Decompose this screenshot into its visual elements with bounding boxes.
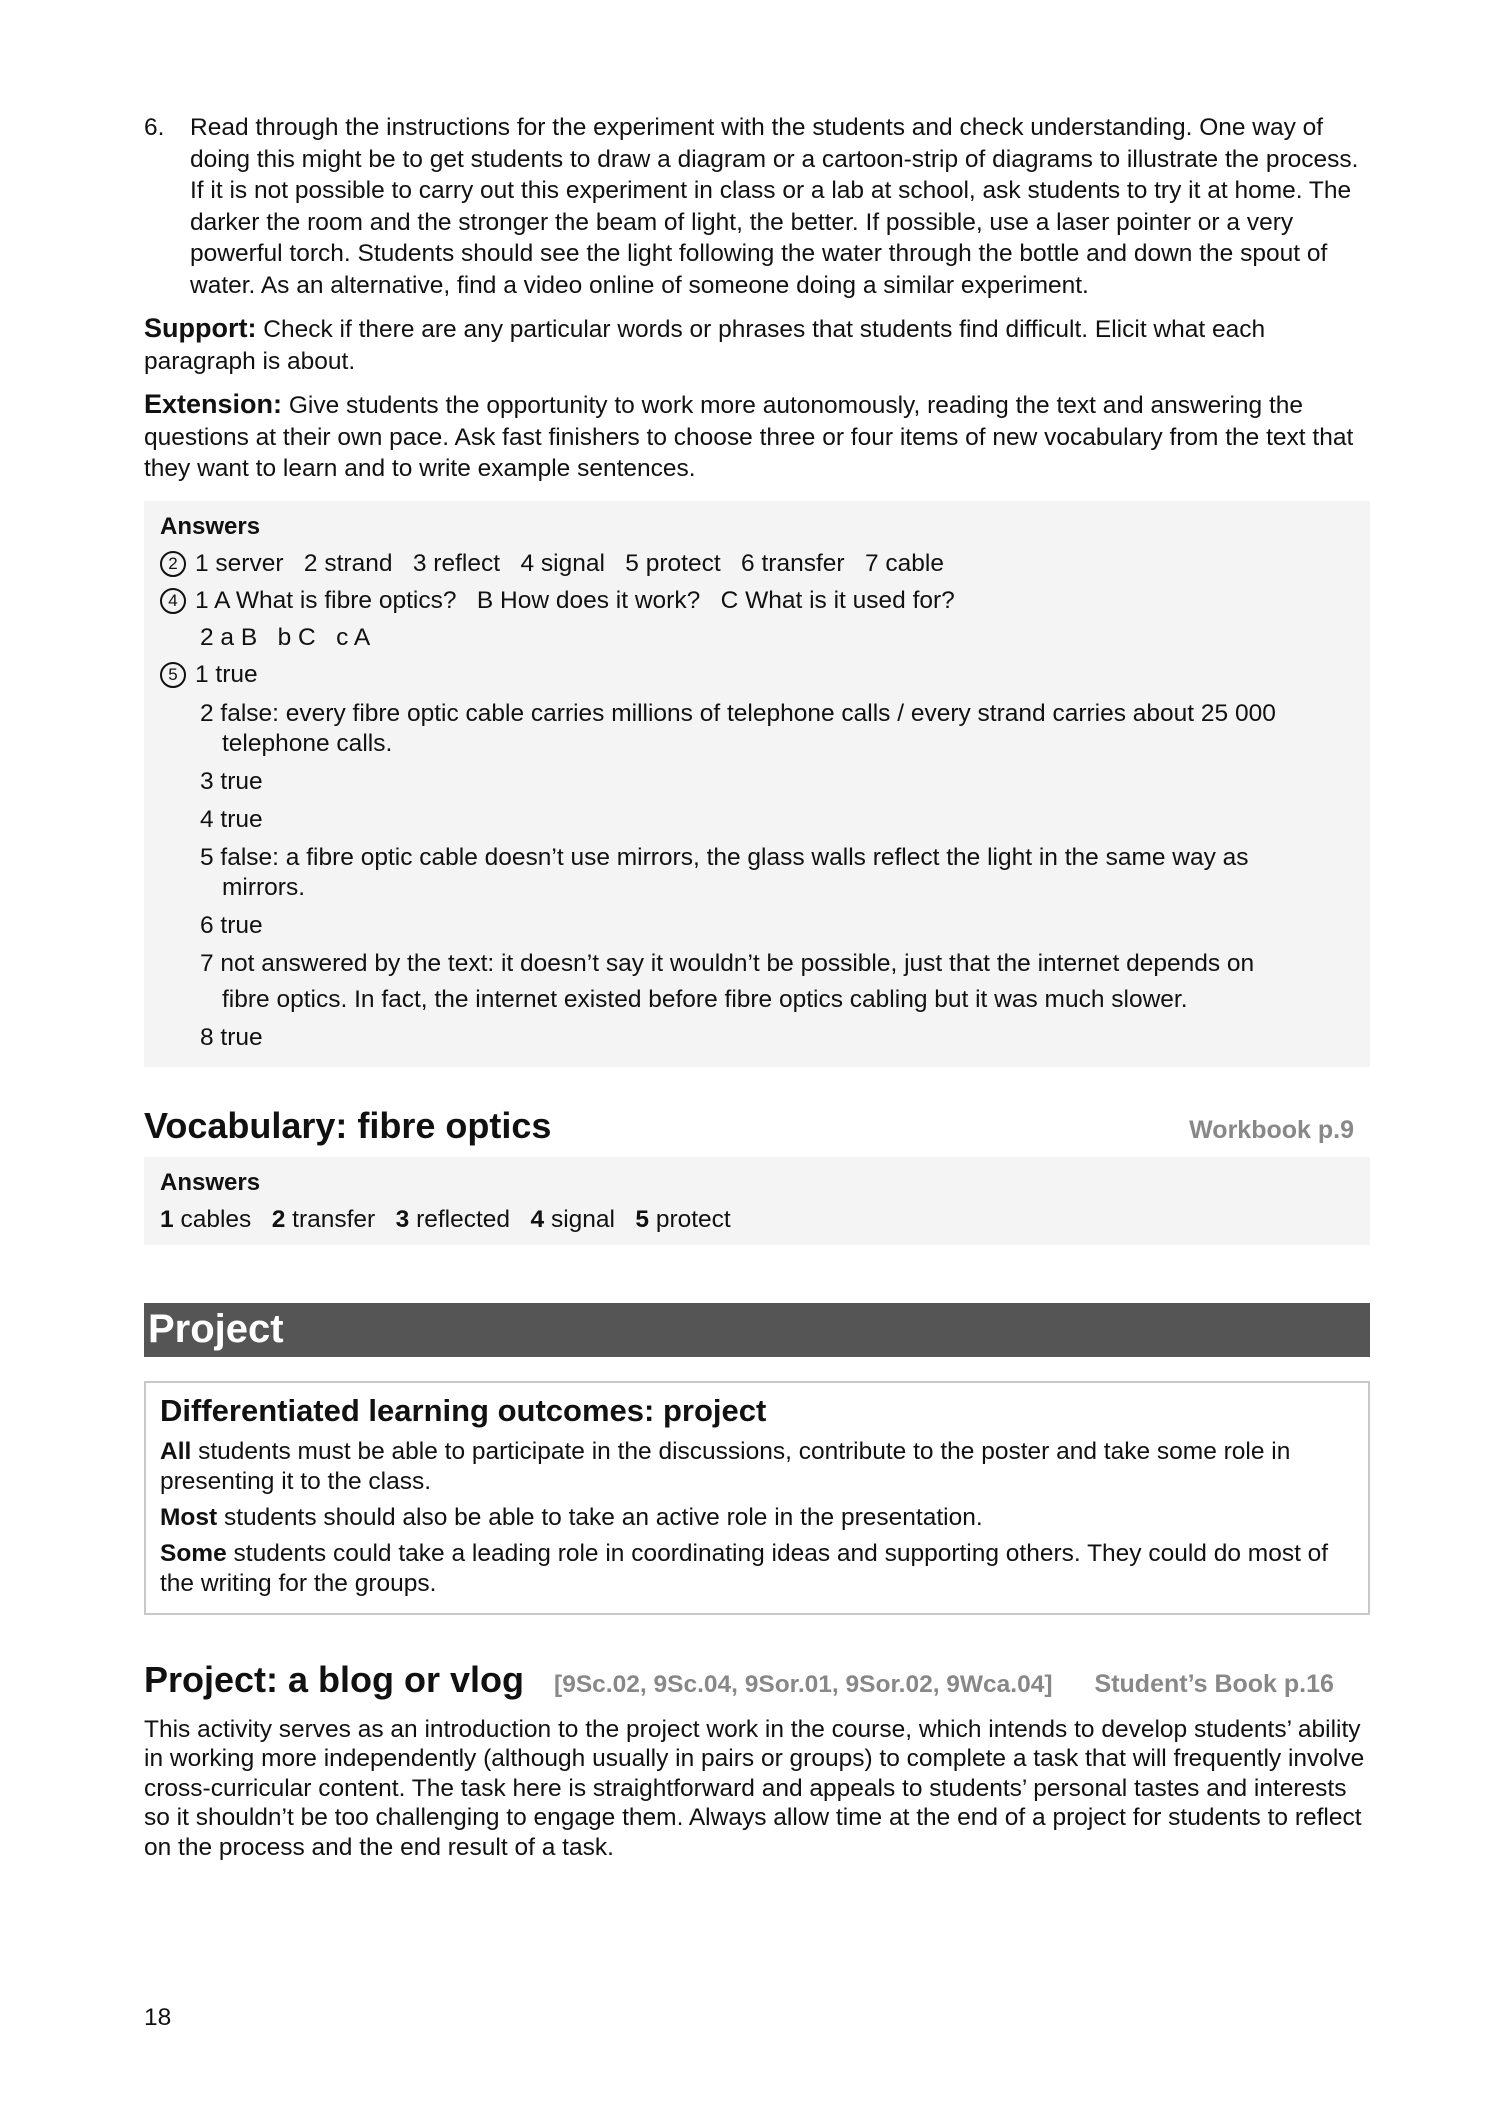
outcome-some-label: Some [160, 1539, 227, 1567]
extension-label: Extension: [144, 389, 283, 419]
answer-ex2-text: 1 server 2 strand 3 reflect 4 signal 5 protect 6 transfer 7 cable [195, 549, 944, 577]
vocab-answers-line [160, 1204, 1354, 1236]
answers-title: Answers [160, 512, 261, 540]
vocab-answer-word: transfer [292, 1205, 376, 1233]
answers-box [144, 501, 1370, 1067]
vocab-answer-word: cables [180, 1205, 252, 1233]
project-heading: Project: a blog or vlog [144, 1658, 525, 1700]
project-description: This activity serves as an introduction to the project work in the course, which intends to develop students’ ability in working more independently (although usually in pairs or groups) to complete a task that will frequently involve cross-curricular content. The task here is straightforward and appeals to students’ personal tastes and interests so it shouldn’t be too challenging to engage them. Always allow time at the end of a project for students to reflect on the process and the end result of a task. [144, 1715, 1365, 1861]
vocab-answer-number: 1 [160, 1205, 174, 1233]
outcome-all-label: All [160, 1437, 192, 1465]
vocab-answer-word: signal [550, 1205, 615, 1233]
learning-outcomes-box [144, 1381, 1370, 1615]
answer-ex5-item [160, 767, 1354, 797]
vocab-heading: Vocabulary: fibre optics [144, 1104, 552, 1146]
answer-ex5-item [160, 1023, 1354, 1053]
circled-number-4: 4 [160, 588, 186, 614]
curriculum-codes: [9Sc.02, 9Sc.04, 9Sor.01, 9Sor.02, 9Wca.04] [554, 1670, 1053, 1698]
answer-ex5-item-text: 8 true [200, 1023, 263, 1051]
answer-ex5-item [160, 949, 1354, 1015]
numbered-item-6 [144, 112, 1370, 301]
answer-ex5-item-text: 7 not answered by the text: it doesn’t say it wouldn’t be possible, just that the internet depends on [200, 949, 1255, 977]
answer-ex5-item-text: 3 true [200, 767, 263, 795]
answer-ex4-line2: 2 a B b C c A [200, 623, 371, 651]
answer-ex5-item-cont: telephone calls. [222, 729, 393, 757]
vocab-answer-number: 2 [271, 1205, 286, 1233]
vocab-answer-number: 4 [530, 1205, 545, 1233]
item-text: Read through the instructions for the experiment with the students and check understanding. One way of doing this might be to get students to draw a diagram or a cartoon-strip of diagrams to illustrate the process. If it is not possible to carry out this experiment in class or a lab at school, ask students to try it at home. The darker the room and the stronger the beam of light, the better. If possible, use a laser pointer or a very powerful torch. Students should see the light following the water through the bottle and down the spout of water. As an alternative, find a video online of someone doing a similar experiment. [190, 114, 1359, 299]
page-number: 18 [144, 2004, 172, 2031]
answer-ex4-line2-row [160, 622, 1354, 654]
outcome-some-text: students could take a leading role in coordinating ideas and supporting others. They could do most of the writing for the groups. [160, 1539, 1329, 1597]
outcome-most [160, 1503, 1354, 1533]
answer-ex5-item [160, 843, 1354, 903]
vocab-heading-row [144, 1105, 1370, 1147]
answer-ex5-item-cont: fibre optics. In fact, the internet existed before fibre optics cabling but it was much slower. [222, 985, 1188, 1013]
circled-number-5: 5 [160, 662, 186, 688]
project-heading-row [144, 1659, 1370, 1701]
answer-ex2 [160, 548, 1354, 580]
outcome-all [160, 1437, 1354, 1497]
answer-ex5-item [160, 911, 1354, 941]
answer-ex5-first: 1 true [195, 660, 258, 688]
vocab-answer-word: protect [655, 1205, 731, 1233]
workbook-reference: Workbook p.9 [1189, 1115, 1354, 1144]
vocab-answers-title: Answers [160, 1168, 261, 1196]
answer-ex5-item-text: 2 false: every fibre optic cable carries millions of telephone calls / every strand carries about 25 000 [200, 699, 1276, 727]
outcome-most-label: Most [160, 1503, 218, 1531]
vocab-answers-box [144, 1157, 1370, 1245]
outcome-most-text: students should also be able to take an active role in the presentation. [223, 1503, 983, 1531]
support-paragraph [144, 313, 1370, 377]
answer-ex4 [160, 585, 1354, 617]
answer-ex5-item-text: 6 true [200, 911, 263, 939]
circled-number-2: 2 [160, 551, 186, 577]
answer-ex5-item [160, 805, 1354, 835]
project-banner: Project [144, 1303, 1370, 1357]
answer-ex5-item-text: 5 false: a fibre optic cable doesn’t use mirrors, the glass walls reflect the light in the same way as [200, 843, 1249, 871]
vocab-answer-number: 5 [635, 1205, 650, 1233]
support-text: Check if there are any particular words or phrases that students find difficult. Elicit what each paragraph is about. [144, 316, 1266, 375]
answer-ex5-item-text: 4 true [200, 805, 263, 833]
students-book-reference: Student’s Book p.16 [1094, 1669, 1334, 1698]
outcome-all-text: students must be able to participate in the discussions, contribute to the poster and take some role in presenting it to the class. [160, 1437, 1291, 1495]
outcome-some [160, 1539, 1354, 1599]
answer-ex5 [160, 659, 1354, 691]
answer-ex5-item [160, 699, 1354, 759]
extension-text: Give students the opportunity to work more autonomously, reading the text and answering the questions at their own pace. Ask fast finishers to choose three or four items of new vocabulary from the text that they want to learn and to write example sentences. [144, 392, 1354, 482]
vocab-answer-word: reflected [416, 1205, 511, 1233]
page-content [144, 112, 1370, 1862]
extension-paragraph [144, 389, 1370, 485]
vocab-answer-number: 3 [395, 1205, 410, 1233]
item-number: 6. [144, 114, 165, 141]
answer-ex5-item-cont: mirrors. [222, 873, 306, 901]
answer-ex4-line1: 1 A What is fibre optics? B How does it work? C What is it used for? [195, 586, 955, 614]
support-label: Support: [144, 313, 257, 343]
outcomes-title: Differentiated learning outcomes: project [160, 1392, 767, 1428]
